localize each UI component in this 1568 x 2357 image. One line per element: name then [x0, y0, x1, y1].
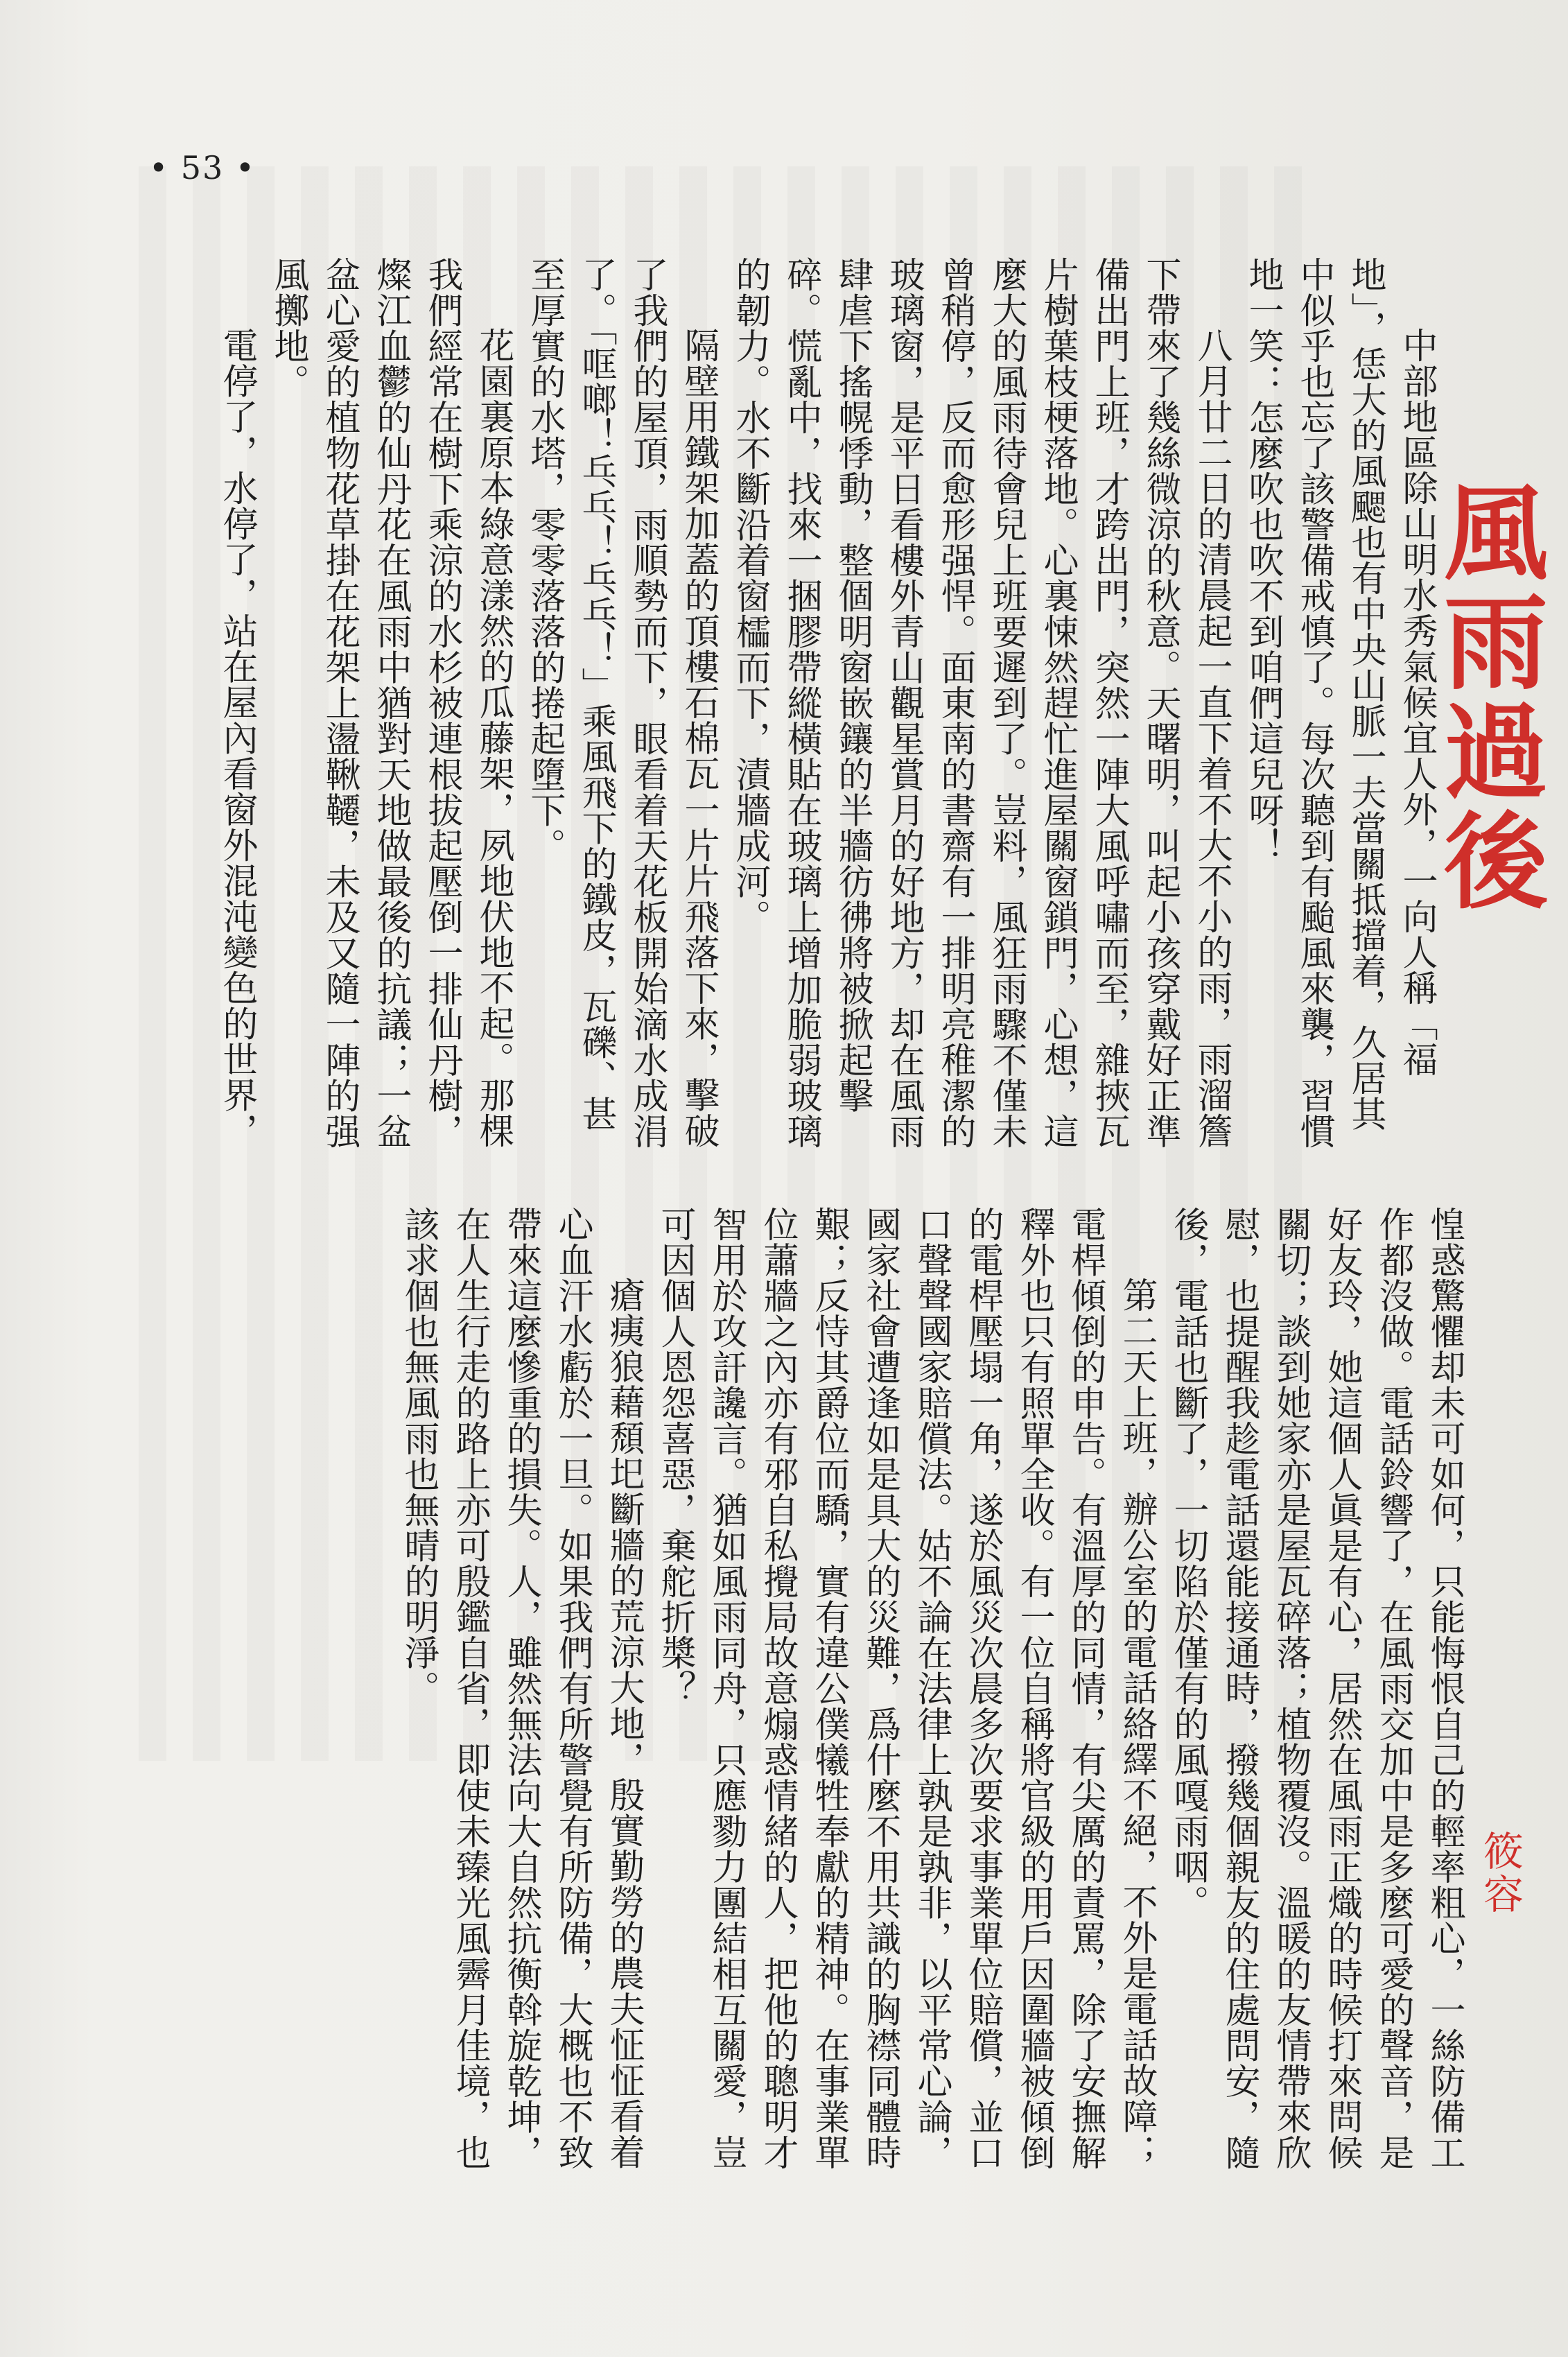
para-3: 隔壁用鐵架加蓋的頂樓石棉瓦一片片飛落下來，擊破了我們的屋頂，雨順勢而下，眼看着天花板開始滴水成涓了。「哐啷！乓乓！乓乓！」乘風飛下的鐵皮，瓦礫、甚至厚實的水塔，零零落落的捲起墮下。 [524, 256, 719, 1149]
lower-text-block [208, 1206, 1470, 2191]
article-title: 風雨過後 [1426, 478, 1548, 916]
para-2: 八月廿二日的清晨起一直下着不大不小的雨，雨溜簷下帶來了幾絲微涼的秋意。天曙明，叫起小孩穿戴好正準備出門上班，才跨出門，突然一陣大風呼嘯而至，雜挾瓦片樹葉枝梗落地。心裏悚然趕忙進屋關窗鎖門，心想，這麼大的風雨待會兒上班要遲到了。豈料，風狂雨驟不僅未曾稍停，反而愈形强悍。面東南的書齋有一排明亮稚潔的玻璃窗，是平日看樓外青山觀星賞月的好地方，却在風雨肆虐下搖幌悸動，整個明窗嵌鑲的半牆彷彿將被掀起擊碎。慌亂中，找來一捆膠帶縱橫貼在玻璃上增加脆弱玻璃的韌力。水不斷沿着窗櫺而下，漬牆成河。 [729, 256, 1232, 1149]
para-4: 花園裏原本綠意漾然的瓜藤架，夙地伏地不起。那棵我們經常在樹下乘涼的水杉被連根拔起壓倒一排仙丹樹，燦江血鬱的仙丹花在風雨中猶對天地做最後的抗議；一盆盆心愛的植物花草掛在花架上盪鞦韆，未及又隨一陣的强風擲地。 [268, 256, 514, 1149]
page-number: • 53 • [149, 149, 256, 186]
author-name: 筱容 [1476, 1830, 1524, 1916]
upper-text-block [55, 256, 1442, 1158]
para-7: 瘡痍狼藉頹圯斷牆的荒涼大地，殷實勤勞的農夫怔怔看着心血汗水虧於一旦。如果我們有所警覺有所防備，大概也不致帶來這麼慘重的損失。人，雖然無法向大自然抗衡斡旋乾坤，在人生行走的路上亦可殷鑑自省，即使未臻光風霽月佳境，也該求個也無風雨也無晴的明淨。 [398, 1206, 644, 2171]
para-6: 第二天上班，辦公室的電話絡繹不絕，不外是電話故障；電桿傾倒的申告。有溫厚的同情，有尖厲的責罵，除了安撫解釋外也只有照單全收。有一位自稱將官級的用戶因圍牆被傾倒的電桿壓塌一角，遂於風災次晨多次要求事業單位賠償，並口口聲聲國家賠償法。姑不論在法律上孰是孰非，以平常心論，國家社會遭逢如是具大的災難，爲什麼不用共識的胸襟同體時艱；反恃其爵位而驕，實有違公僕犧牲奉獻的精神。在事業單位蕭牆之內亦有邪自私攪局故意煽惑情緒的人，把他的聰明才智用於攻訐讒言。猶如風雨同舟，只應勠力團結相互關愛，豈可因個人恩怨喜惡，棄舵折槳？ [654, 1206, 1157, 2171]
para-5-cont: 惶惑驚懼却未可如何，只能悔恨自己的輕率粗心，一絲防備工作都沒做。電話鈴響了，在風雨交加中是多麼可愛的聲音，是好友玲，她這個人眞是有心，居然在風雨正熾的時候打來問候關切；談到她家亦是屋瓦碎落；植物覆沒。溫暖的友情帶來欣慰，也提醒我趁電話還能接通時，撥幾個親友的住處問安，隨後，電話也斷了，一切陷於僅有的風嘎雨咽。 [1167, 1206, 1465, 2171]
para-1: 中部地區除山明水秀氣候宜人外，一向人稱「福地」，恁大的風颸也有中央山脈一夫當關抵擋着，久居其中似乎也忘了該警備戒慎了。每次聽到有颱風來襲，習慣地一笑：怎麼吹也吹不到咱們這兒呀！ [1242, 256, 1437, 1149]
para-5: 電停了，水停了，站在屋內看窗外混沌變色的世界， [216, 327, 257, 1149]
